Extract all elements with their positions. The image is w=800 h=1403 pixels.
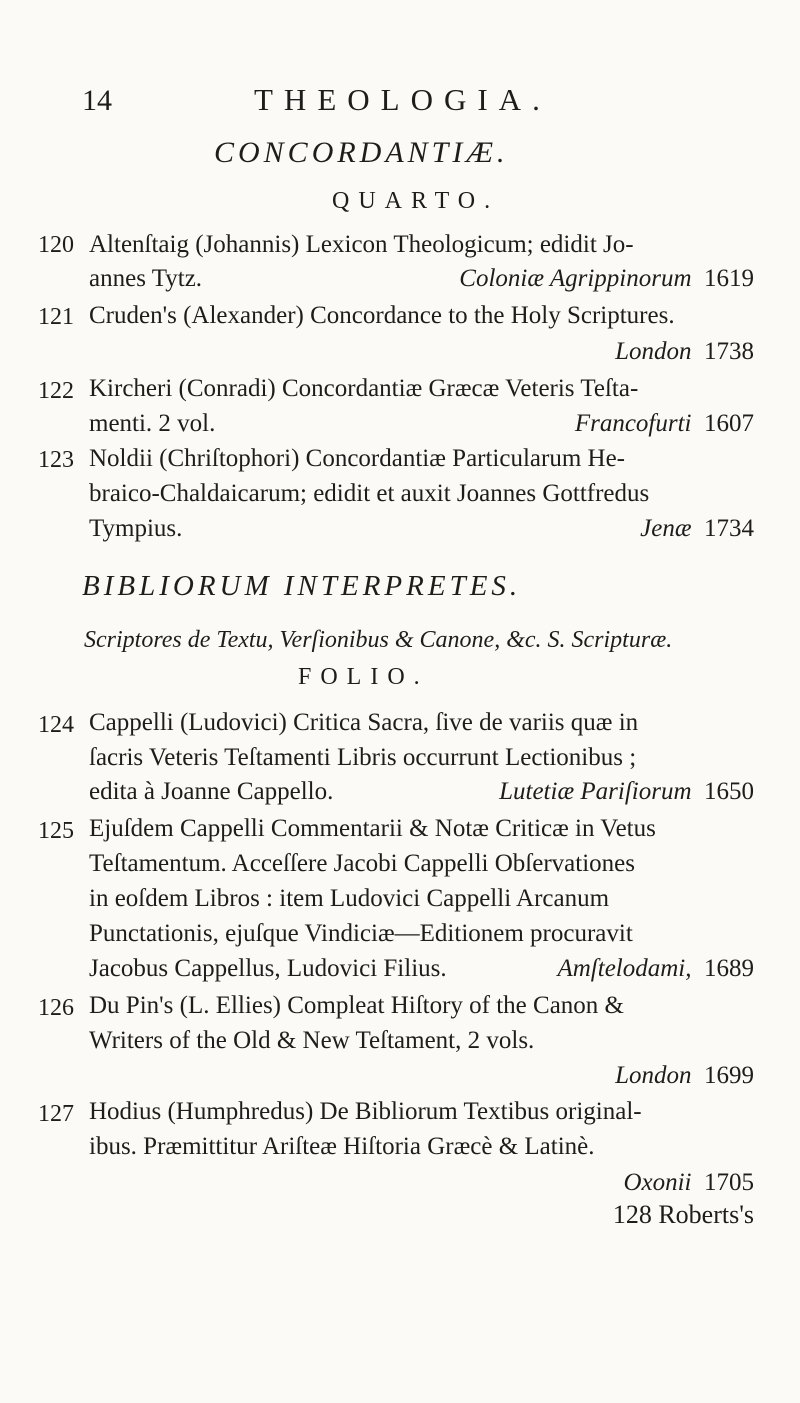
- entry-text-line: Writers of the Old & New Teſtament, 2 vols.: [89, 1027, 535, 1054]
- entry-text-line: Kircheri (Conradi) Concordantiæ Græcæ Veteris Teſta-: [89, 375, 639, 402]
- entry-text-line: Du Pin's (L. Ellies) Compleat Hiſtory of the Canon &: [89, 992, 624, 1019]
- entry-imprint: [640, 515, 754, 543]
- entry-text-line: Hodius (Humphredus) De Bibliorum Textibus original-: [89, 1098, 642, 1125]
- entry-text-line: edita à Joanne Cappello.: [89, 778, 334, 805]
- imprint-year: 1607: [704, 410, 754, 437]
- imprint-place: London: [615, 1062, 692, 1089]
- imprint-place: Oxonii: [623, 1169, 692, 1196]
- entry-number: 120: [38, 232, 74, 258]
- format-heading-folio: FOLIO.: [298, 664, 429, 690]
- entry-text-line: ibus. Præmittitur Ariſteæ Hiſtoria Græcè & Latinè.: [89, 1133, 595, 1160]
- imprint-place: London: [615, 338, 692, 365]
- entry-imprint: [575, 410, 754, 438]
- entry-imprint: [615, 338, 754, 366]
- section-heading-concordantiae: CONCORDANTIÆ.: [214, 136, 509, 169]
- entry-text-line: Altenſtaig (Johannis) Lexicon Theologicum; edidit Jo-: [89, 231, 634, 258]
- section-heading-interpretes: BIBLIORUM INTERPRETES.: [82, 570, 522, 602]
- page-number: 14: [82, 84, 112, 117]
- entry-text-line: in eoſdem Libros : item Ludovici Cappelli Arcanum: [89, 885, 610, 912]
- imprint-year: 1734: [704, 515, 754, 542]
- imprint-year: 1619: [704, 265, 754, 292]
- entry-text-line: Teſtamentum. Acceſſere Jacobi Cappelli Obſervationes: [89, 850, 635, 877]
- entry-number: 124: [38, 712, 74, 738]
- entry-text-line: Ejuſdem Cappelli Commentarii & Notæ Criticæ in Vetus: [89, 815, 656, 842]
- imprint-year: 1699: [704, 1062, 754, 1089]
- entry-imprint: [623, 1169, 754, 1197]
- entry-imprint: [499, 778, 754, 806]
- entry-number: 126: [38, 995, 74, 1021]
- imprint-place: Francofurti: [574, 410, 692, 437]
- imprint-year: 1650: [704, 778, 754, 805]
- entry-text-line: menti. 2 vol.: [89, 410, 216, 437]
- entry-text-line: Tympius.: [89, 515, 183, 542]
- entry-number: 127: [38, 1101, 74, 1127]
- imprint-year: 1689: [704, 955, 754, 982]
- entry-text-line: Noldii (Chriſtophori) Concordantiæ Particularum He-: [89, 445, 626, 472]
- section-subtitle: Scriptores de Textu, Verſionibus & Canone, &c. S. Scripturæ.: [84, 627, 673, 653]
- format-heading-quarto: QUARTO.: [332, 188, 500, 214]
- entry-number: 123: [38, 447, 74, 473]
- imprint-year: 1738: [704, 338, 754, 365]
- running-head: THEOLOGIA.: [254, 82, 551, 117]
- entry-text-line: Jacobus Cappellus, Ludovici Filius.: [89, 955, 447, 982]
- entry-number: 121: [38, 304, 74, 330]
- entry-number: 125: [38, 818, 74, 844]
- entry-number: 122: [38, 378, 74, 404]
- imprint-place: Coloniæ Agrippinorum: [459, 265, 692, 292]
- catchword: 128 Roberts's: [612, 1200, 754, 1229]
- entry-text-line: Cruden's (Alexander) Concordance to the Holy Scriptures.: [89, 302, 675, 329]
- entry-imprint: [615, 1062, 754, 1090]
- entry-text-line: Cappelli (Ludovici) Critica Sacra, ſive de variis quæ in: [89, 709, 639, 736]
- entry-imprint: [459, 265, 754, 293]
- entry-text-line: ſacris Veteris Teſtamenti Libris occurrunt Lectionibus ;: [89, 744, 637, 771]
- imprint-place: Amſtelodami,: [557, 955, 692, 982]
- entry-text-line: Punctationis, ejuſque Vindiciæ—Editionem procuravit: [89, 920, 633, 947]
- entry-text-line: braico-Chaldaicarum; edidit et auxit Joannes Gottfredus: [89, 480, 650, 507]
- imprint-year: 1705: [704, 1169, 754, 1196]
- entry-imprint: [557, 955, 754, 983]
- entry-text-line: annes Tytz.: [89, 265, 203, 292]
- imprint-place: Jenæ: [640, 515, 692, 542]
- imprint-place: Lutetiæ Pariſiorum: [499, 778, 692, 805]
